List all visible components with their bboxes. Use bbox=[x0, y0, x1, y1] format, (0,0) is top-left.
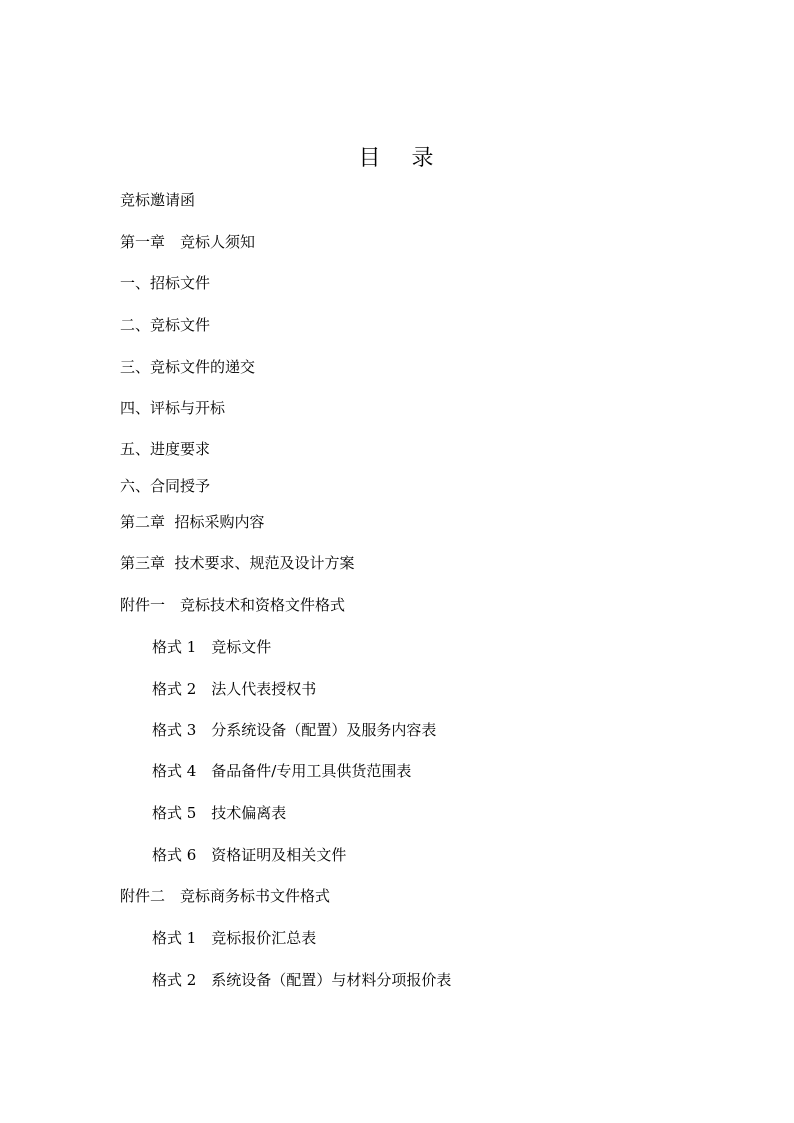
toc-item-chapter-3[interactable]: 第三章 技术要求、规范及设计方案 bbox=[120, 554, 355, 572]
toc-item-appendix-1-format-5[interactable]: 格式 5 技术偏离表 bbox=[152, 804, 287, 822]
toc-item-appendix-1-format-2[interactable]: 格式 2 法人代表授权书 bbox=[152, 680, 317, 698]
toc-item-section-3[interactable]: 三、竞标文件的递交 bbox=[120, 358, 256, 376]
toc-item-appendix-1[interactable]: 附件一 竞标技术和资格文件格式 bbox=[120, 596, 346, 614]
toc-item-section-6[interactable]: 六、合同授予 bbox=[120, 477, 211, 495]
toc-item-appendix-2[interactable]: 附件二 竞标商务标书文件格式 bbox=[120, 887, 331, 905]
toc-item-appendix-1-format-1[interactable]: 格式 1 竞标文件 bbox=[152, 638, 272, 656]
toc-item-appendix-1-format-6[interactable]: 格式 6 资格证明及相关文件 bbox=[152, 846, 347, 864]
toc-item-section-1[interactable]: 一、招标文件 bbox=[120, 274, 211, 292]
toc-item-section-4[interactable]: 四、评标与开标 bbox=[120, 399, 226, 417]
toc-item-invitation[interactable]: 竞标邀请函 bbox=[120, 191, 196, 209]
page-title: 目 录 bbox=[358, 146, 436, 171]
toc-item-chapter-2[interactable]: 第二章 招标采购内容 bbox=[120, 513, 265, 531]
toc-item-chapter-1[interactable]: 第一章 竞标人须知 bbox=[120, 233, 256, 251]
toc-item-appendix-2-format-1[interactable]: 格式 1 竞标报价汇总表 bbox=[152, 929, 317, 947]
toc-item-section-2[interactable]: 二、竞标文件 bbox=[120, 316, 211, 334]
toc-item-appendix-2-format-2[interactable]: 格式 2 系统设备（配置）与材料分项报价表 bbox=[152, 971, 452, 989]
toc-item-appendix-1-format-3[interactable]: 格式 3 分系统设备（配置）及服务内容表 bbox=[152, 721, 437, 739]
toc-item-appendix-1-format-4[interactable]: 格式 4 备品备件/专用工具供货范围表 bbox=[152, 762, 412, 780]
toc-item-section-5[interactable]: 五、进度要求 bbox=[120, 440, 211, 458]
